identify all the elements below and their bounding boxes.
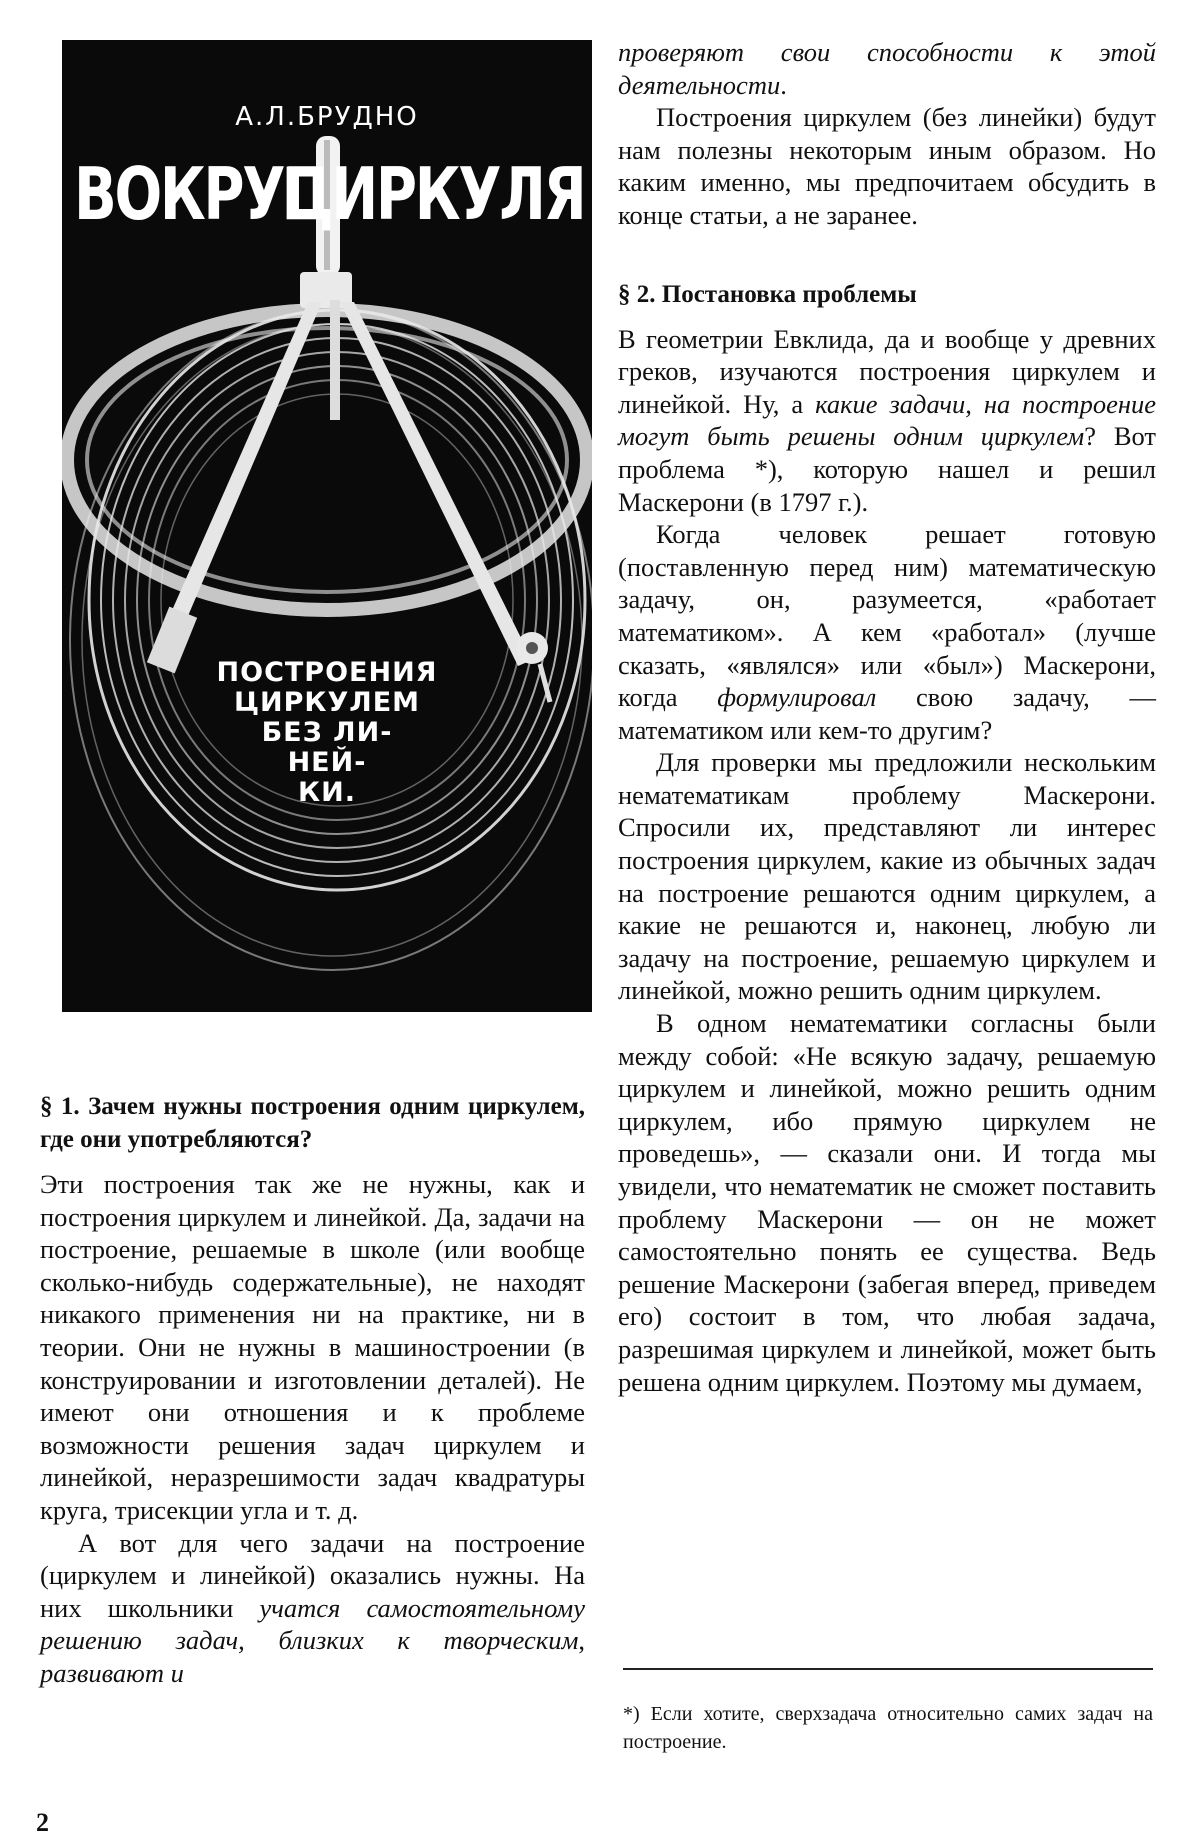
footnote: *) Если хотите, сверхзадача относительно самих задач на построение. [623, 1703, 1153, 1753]
section-2-heading: § 2. Постановка проблемы [618, 280, 917, 308]
section-2-paragraph-2: Когда человек решает готовую (поставленную перед ним) математическую задачу, он, разумеется, «работает математиком». А кем «работал» (лучше сказать, «являлся» или «был») Маскерони, когда формулировал свою задачу, — математиком или кем-то другим? [618, 519, 1156, 745]
footnote-divider [623, 1668, 1153, 1670]
section-1-paragraph-2-continued: проверяют свои способности к этой деятельности. [618, 37, 1156, 100]
page-number: 2 [36, 1808, 49, 1837]
section-1-paragraph-2: А вот для чего задачи на построение (циркулем и линейкой) оказались нужны. На них школьники учатся самостоятельному решению задач, близких к творческим, развивают и [40, 1527, 585, 1688]
section-1-heading: § 1. Зачем нужны построения одним циркулем, где они употребляются? [40, 1093, 585, 1153]
section-1-paragraph-1: Эти построения так же не нужны, как и построения циркулем и линейкой. Да, задачи на построение, решаемые в школе (или вообще сколько-нибудь содержательные), не находят никакого применения ни на практике, ни в теории. Они не нужны в машиностроении (в конструировании и изготовлении деталей). Не имеют они отношения и к проблеме возможности решения задач циркулем и линейкой, неразрешимости задач квадратуры круга, трисекции угла и т. д. [40, 1169, 585, 1525]
section-2-paragraph-4: В одном нематематики согласны были между собой: «Не всякую задачу, решаемую циркулем и линейкой, можно решить одним циркулем, ибо прямую циркулем не проведешь», — сказали они. И тогда мы увидели, что нематематик не сможет поставить проблему Маскерони — он не может самостоятельно понять ее существа. Ведь решение Маскерони (забегая вперед, приведем его) состоит в том, что любая задача, разрешимая циркулем и линейкой, может быть решена одним циркулем. Поэтому мы думаем, [618, 1008, 1156, 1397]
section-2-paragraph-1: В геометрии Евклида, да и вообще у древних греков, изучаются построения циркулем и линейкой. Ну, а какие задачи, на построение могут быть решены одним циркулем? Вот проблема *), которую нашел и решил Маскерони (в 1797 г.). [618, 323, 1156, 517]
section-1-paragraph-3: Построения циркулем (без линейки) будут нам полезны некоторым иным образом. Но каким именно, мы предпочитаем обсудить в конце статьи, а не заранее. [618, 102, 1156, 230]
section-2-paragraph-3: Для проверки мы предложили нескольким нематематикам проблему Маскерони. Спросили их, представляют ли интерес построения циркулем, какие из обычных задач на построение решаются одним циркулем, а какие не решаются и, наконец, любую ли задачу на построение, решаемую циркулем и линейкой, можно решить одним циркулем. [618, 747, 1156, 1006]
section-1 [40, 1090, 585, 1690]
cover-subtitle: ПОСТРОЕНИЯ ЦИРКУЛЕМ БЕЗ ЛИ- НЕЙ- КИ. [216, 657, 438, 808]
book-cover [62, 40, 592, 1012]
cover-title-left: ВОКРУГ [74, 152, 317, 236]
cover-title-right: ЦИРКУЛЯ [281, 152, 584, 236]
right-column [618, 36, 1156, 1398]
cover-author: А.Л.БРУДНО [235, 102, 419, 132]
